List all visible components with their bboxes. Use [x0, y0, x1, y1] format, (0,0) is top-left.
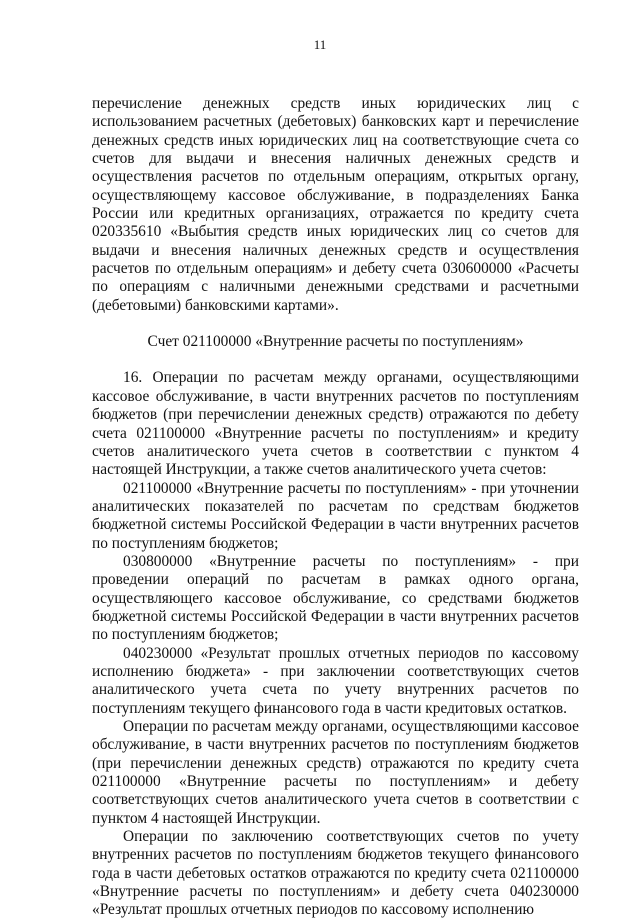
paragraph-16: 16. Операции по расчетам между органами, осуществляющими кассовое обслуживание, в части внутренних расчетов по поступлениям бюджетов (при перечислении денежных средств) отражаются по дебету счета 021100000 «Внутренние расчеты по поступлениям» и кредиту счетов аналитического учета счетов в соответствии с пунктом 4 настоящей Инструкции, а также счетов аналитического учета счетов: — [92, 369, 579, 479]
paragraph-account-021100000: 021100000 «Внутренние расчеты по поступлениям» - при уточнении аналитических показателей по расчетам по средствам бюджетов бюджетной системы Российской Федерации в части внутренних расчетов по поступлениям бюджетов; — [92, 479, 579, 552]
document-body — [92, 95, 579, 920]
section-heading: Счет 021100000 «Внутренние расчеты по поступлениям» — [147, 333, 524, 351]
paragraph-account-030800000: 030800000 «Внутренние расчеты по поступлениям» - при проведении операций по расчетам в рамках одного органа, осуществляющего кассовое обслуживание, со средствами бюджетов бюджетной системы Российской Федерации в части внутренних расчетов по поступлениям бюджетов; — [92, 552, 579, 644]
paragraph-closing-operations: Операции по заключению соответствующих счетов по учету внутренних расчетов по поступлениям бюджетов текущего финансового года в части дебетовых остатков отражаются по кредиту счета 021100000 «Внутренние расчеты по поступлениям» и дебету счета 040230000 «Результат прошлых отчетных периодов по кассовому исполнению — [92, 828, 579, 919]
page-number: 11 — [313, 37, 327, 52]
paragraph-credit-operations: Операции по расчетам между органами, осуществляющими кассовое обслуживание, в части внутренних расчетов по поступлениям бюджетов (при перечислении денежных средств) отражаются по кредиту счета 021100000 «Внутренние расчеты по поступлениям» и дебету соответствующих счетов аналитического учета счетов в соответствии с пунктом 4 настоящей Инструкции. — [92, 718, 579, 827]
paragraph-account-040230000: 040230000 «Результат прошлых отчетных периодов по кассовому исполнению бюджета» - при заключении соответствующих счетов аналитического учета счета по учету внутренних расчетов по поступлениям текущего финансового года в части кредитовых остатков. — [92, 644, 579, 717]
paragraph-continuation: перечисление денежных средств иных юридических лиц с использованием расчетных (дебетовых) банковских карт и перечисление денежных средств иных юридических лиц на соответствующие счета со счетов для выдачи и внесения наличных денежных средств и осуществления расчетов по отдельным операциям, открытых органу, осуществляющему кассовое обслуживание, в подразделениях Банка России или кредитных организациях, отражается по кредиту счета 020335610 «Выбытия средств иных юридических лиц со счетов для выдачи и внесения наличных денежных средств и осуществления расчетов по отдельным операциям» и дебету счета 030600000 «Расчеты по операциям с наличными денежными средствами и расчетными (дебетовыми) банковскими картами». — [92, 95, 579, 314]
